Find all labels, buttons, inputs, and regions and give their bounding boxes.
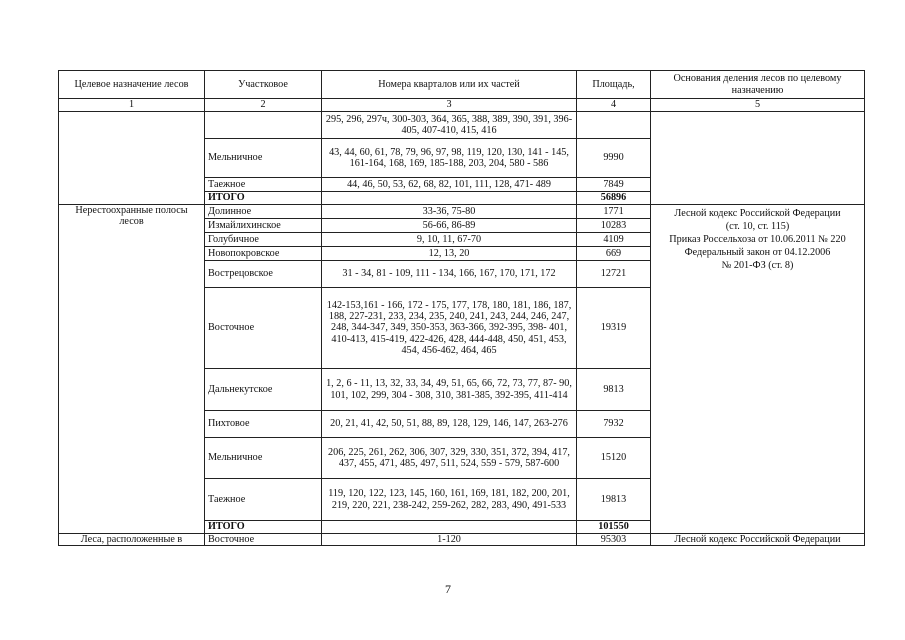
area-cell: 4109: [577, 233, 651, 247]
basis-line: Приказ Россельхоза от 10.06.2011 № 220: [669, 234, 846, 245]
quarters-cell: 206, 225, 261, 262, 306, 307, 329, 330, 351, 372, 394, 417, 437, 455, 471, 485, 497, 511, 524, 559 - 579, 587-600: [322, 438, 577, 479]
district-cell: Пихтовое: [205, 411, 322, 438]
header-district: Участковое: [205, 71, 322, 99]
header-row: [59, 71, 865, 99]
area-cell: [577, 112, 651, 139]
quarters-cell: 1-120: [322, 534, 577, 546]
area-cell: 19319: [577, 288, 651, 369]
district-cell: Таежное: [205, 178, 322, 192]
district-cell: Измайлихинское: [205, 219, 322, 233]
quarters-cell: 43, 44, 60, 61, 78, 79, 96, 97, 98, 119, 120, 130, 141 - 145, 161-164, 168, 169, 185-188, 203, 204, 580 - 586: [322, 139, 577, 178]
quarters-cell: 33-36, 75-80: [322, 205, 577, 219]
basis-line: Лесной кодекс Российской Федерации: [674, 208, 841, 219]
area-cell: 7849: [577, 178, 651, 192]
area-cell: 1771: [577, 205, 651, 219]
district-cell: Новопокровское: [205, 247, 322, 261]
total-value: 101550: [577, 521, 651, 534]
table-row: [59, 112, 865, 139]
district-cell: [205, 112, 322, 139]
column-number: 3: [322, 99, 577, 112]
area-cell: 669: [577, 247, 651, 261]
column-number-row: [59, 99, 865, 112]
table-row: [59, 205, 865, 219]
area-cell: 7932: [577, 411, 651, 438]
purpose-cell-empty: [59, 112, 205, 205]
area-cell: 9813: [577, 369, 651, 411]
area-cell: 95303: [577, 534, 651, 546]
basis-cell: [651, 205, 865, 534]
basis-line: № 201-ФЗ (ст. 8): [721, 260, 794, 271]
total-value: 56896: [577, 192, 651, 205]
quarters-cell: 9, 10, 11, 67-70: [322, 233, 577, 247]
table-row: [59, 534, 865, 546]
total-quarters-empty: [322, 521, 577, 534]
purpose-cell: Леса, расположенные в: [59, 534, 205, 546]
quarters-cell: 1, 2, 6 - 11, 13, 32, 33, 34, 49, 51, 65, 66, 72, 73, 77, 87- 90, 101, 102, 299, 304 - 308, 310, 381-385, 392-395, 411-414: [322, 369, 577, 411]
basis-line: Федеральный закон от 04.12.2006: [684, 247, 831, 258]
basis-line: (ст. 10, ст. 115): [725, 221, 790, 232]
forest-purpose-table: [58, 70, 865, 546]
district-cell: Дальнекутское: [205, 369, 322, 411]
quarters-cell: 142-153,161 - 166, 172 - 175, 177, 178, 180, 181, 186, 187, 188, 227-231, 233, 234, 235, 240, 241, 243, 244, 246, 247, 248, 344-347, 349, 350-353, 363-366, 392-395, 398- 401, 410-413, 415-419, 422-426, 428, 444-448, 450, 451, 453, 454, 456-462, 464, 465: [322, 288, 577, 369]
column-number: 4: [577, 99, 651, 112]
quarters-cell: 56-66, 86-89: [322, 219, 577, 233]
total-label: ИТОГО: [205, 192, 322, 205]
page-number: 7: [445, 582, 451, 596]
column-number: 2: [205, 99, 322, 112]
header-quarters: Номера кварталов или их частей: [322, 71, 577, 99]
purpose-cell: Нерестоохранные полосы лесов: [59, 205, 205, 534]
area-cell: 10283: [577, 219, 651, 233]
district-cell: Таежное: [205, 479, 322, 521]
district-cell: Мельничное: [205, 438, 322, 479]
district-cell: Восточное: [205, 288, 322, 369]
district-cell: Восточное: [205, 534, 322, 546]
district-cell: Долинное: [205, 205, 322, 219]
district-cell: Голубичное: [205, 233, 322, 247]
area-cell: 12721: [577, 261, 651, 288]
basis-cell: Лесной кодекс Российской Федерации: [651, 534, 865, 546]
quarters-cell: 44, 46, 50, 53, 62, 68, 82, 101, 111, 128, 471- 489: [322, 178, 577, 192]
district-cell: Мельничное: [205, 139, 322, 178]
quarters-cell: 31 - 34, 81 - 109, 111 - 134, 166, 167, 170, 171, 172: [322, 261, 577, 288]
header-basis: Основания деления лесов по целевому назначению: [651, 71, 865, 99]
quarters-cell: 295, 296, 297ч, 300-303, 364, 365, 388, 389, 390, 391, 396- 405, 407-410, 415, 416: [322, 112, 577, 139]
basis-cell-empty: [651, 112, 865, 205]
column-number: 5: [651, 99, 865, 112]
header-purpose: Целевое назначение лесов: [59, 71, 205, 99]
header-area: Площадь,: [577, 71, 651, 99]
area-cell: 19813: [577, 479, 651, 521]
area-cell: 9990: [577, 139, 651, 178]
column-number: 1: [59, 99, 205, 112]
total-quarters-empty: [322, 192, 577, 205]
area-cell: 15120: [577, 438, 651, 479]
district-cell: Вострецовское: [205, 261, 322, 288]
quarters-cell: 12, 13, 20: [322, 247, 577, 261]
quarters-cell: 119, 120, 122, 123, 145, 160, 161, 169, 181, 182, 200, 201, 219, 220, 221, 238-242, 259-262, 282, 283, 490, 491-533: [322, 479, 577, 521]
total-label: ИТОГО: [205, 521, 322, 534]
quarters-cell: 20, 21, 41, 42, 50, 51, 88, 89, 128, 129, 146, 147, 263-276: [322, 411, 577, 438]
